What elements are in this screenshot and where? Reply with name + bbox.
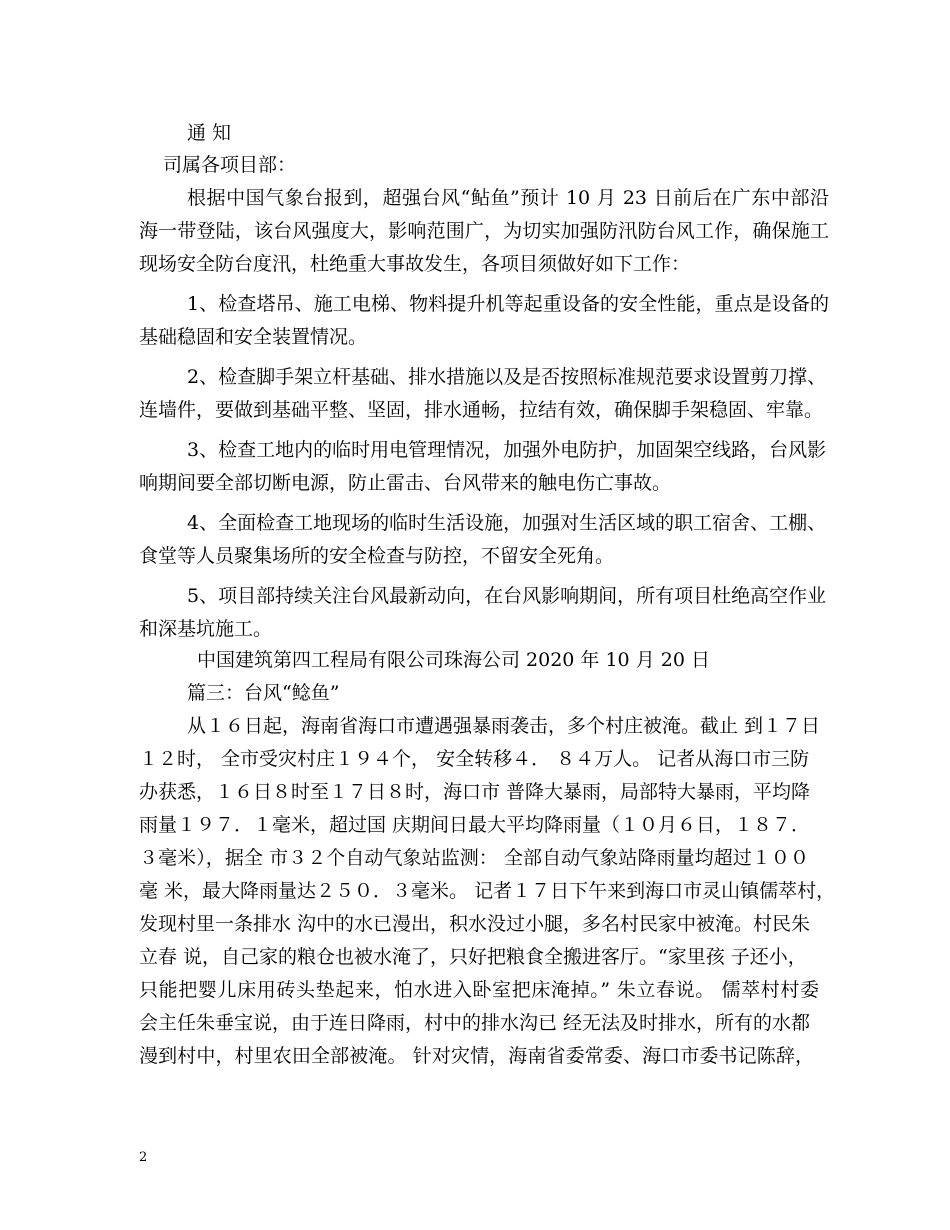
intro-line: 现场安全防台度汛，杜绝重大事故发生，各项目须做好如下工作： — [139, 253, 691, 275]
item-4-line: 食堂等人员聚集场所的安全检查与防控，不留安全死角。 — [139, 545, 615, 567]
signature: 中国建筑第四工程局有限公司珠海公司 2020 年 10 月 20 日 — [197, 649, 710, 671]
item-1-line: 1、检查塔吊、施工电梯、物料提升机等起重设备的安全性能，重点是设备的 — [187, 293, 829, 315]
item-3-line: 响期间要全部切断电源，防止雷击、台风带来的触电伤亡事故。 — [139, 472, 672, 494]
item-1-line: 基础稳固和安全装置情况。 — [139, 326, 368, 348]
item-5-line: 和深基坑施工。 — [139, 618, 273, 640]
section-title: 篇三：台风“鲶鱼” — [187, 682, 340, 704]
item-2-line: 连墙件，要做到基础平整、坚固，排水通畅，拉结有效，确保脚手架稳固、牢靠。 — [139, 399, 824, 421]
intro-line: 根据中国气象台报到，超强台风“鲇鱼”预计 10 月 23 日前后在广东中部沿 — [187, 187, 829, 209]
article-line: 只能把婴儿床用砖头垫起来，怕水进入卧室把床淹掉。” 朱立春说。 儒萃村村委 — [139, 979, 819, 1001]
article-line: 从１６日起，海南省海口市遭遇强暴雨袭击，多个村庄被淹。截止 到１７日 — [187, 715, 821, 737]
article-line: 办获悉，１６日８时至１７日８时，海口市 普降大暴雨，局部特大暴雨，平均降 — [139, 781, 811, 803]
item-3-line: 3、检查工地内的临时用电管理情况，加强外电防护，加固架空线路，台风影 — [187, 439, 827, 461]
article-line: 会主任朱垂宝说，由于连日降雨，村中的排水沟已 经无法及时排水，所有的水都 — [139, 1012, 811, 1034]
page-number: 2 — [139, 1150, 148, 1165]
notice-title: 通 知 — [187, 122, 232, 144]
article-line: １２时， 全市受灾村庄１９４个， 安全转移４． ８４万人。 记者从海口市三防 — [139, 748, 810, 770]
item-4-line: 4、全面检查工地现场的临时生活设施，加强对生活区域的职工宿舍、工棚、 — [187, 512, 827, 534]
item-5-line: 5、项目部持续关注台风最新动向，在台风影响期间，所有项目杜绝高空作业 — [187, 585, 827, 607]
intro-line: 海一带登陆，该台风强度大，影响范围广，为切实加强防汛防台风工作，确保施工 — [139, 220, 829, 242]
addressee: 司属各项目部： — [163, 154, 297, 176]
article-line: 雨量１９７．１毫米，超过国 庆期间日最大平均降雨量（１０月６日，１８７． — [139, 814, 811, 836]
article-line: 立春 说，自己家的粮仓也被水淹了，只好把粮食全搬进客厅。“家里孩 子还小， — [139, 946, 807, 968]
article-line: 漫到村中，村里农田全部被淹。 针对灾情，海南省委常委、海口市委书记陈辞， — [139, 1045, 814, 1067]
article-line: 毫 米，最大降雨量达２５０．３毫米。 记者１７日下午来到海口市灵山镇儒萃村， — [139, 880, 836, 902]
article-line: 发现村里一条排水 沟中的水已漫出，积水没过小腿，多名村民家中被淹。村民朱 — [139, 913, 811, 935]
article-line: ３毫米），据全 市３２个自动气象站监测： 全部自动气象站降雨量均超过１００ — [139, 847, 809, 869]
item-2-line: 2、检查脚手架立杆基础、排水措施以及是否按照标准规范要求设置剪刀撑、 — [187, 366, 827, 388]
